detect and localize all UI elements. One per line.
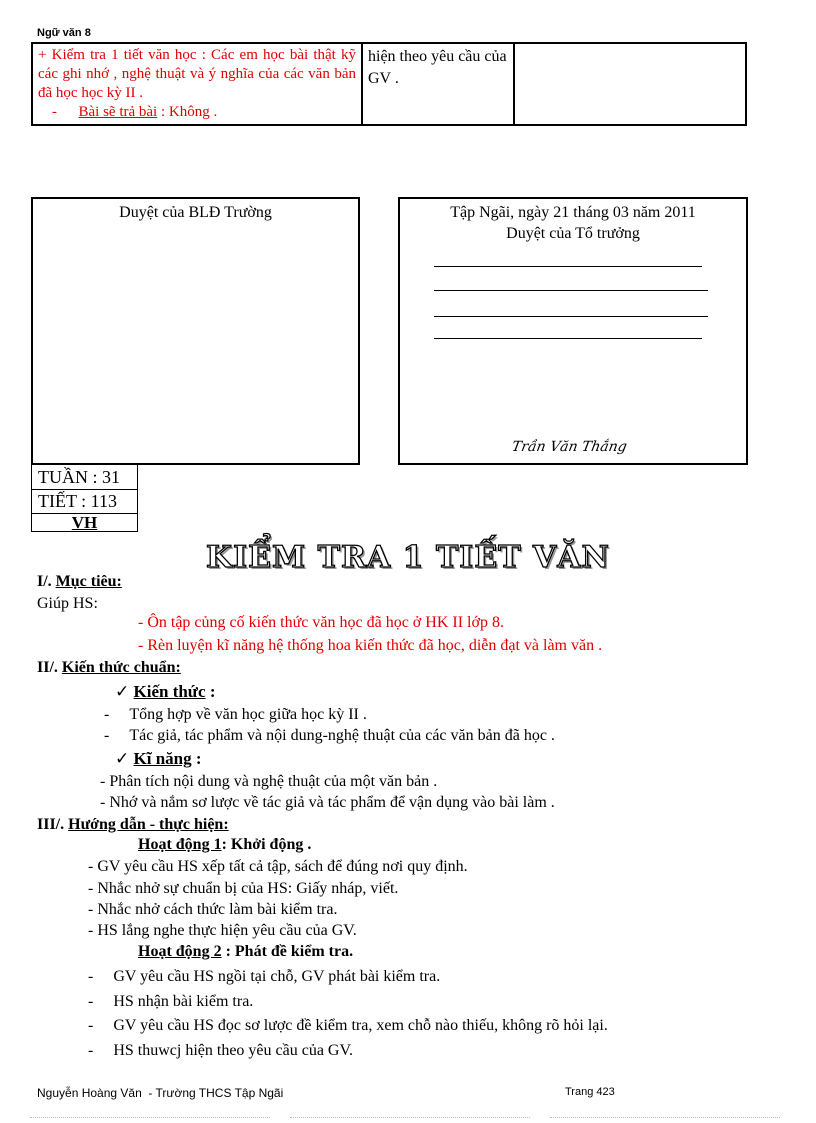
approval-date: Tập Ngãi, ngày 21 tháng 03 năm 2011 — [450, 204, 696, 221]
knowledge-item: - Tổng hợp về văn học giữa học kỳ II . — [104, 706, 367, 723]
approval-line — [434, 316, 708, 317]
subheading-label: Kĩ năng — [133, 749, 192, 768]
subheading-suffix: : — [191, 749, 202, 768]
return-note — [38, 103, 356, 122]
subject-code: VH — [71, 513, 98, 532]
homework-note: + Kiểm tra 1 tiết văn học : Các em học bài thật kỹ các ghi nhớ , nghệ thuật và ý nghĩa của các văn bản đã học học kỳ II . — [38, 47, 356, 101]
activity-item: - GV yêu cầu HS xếp tất cả tập, sách để đúng nơi quy định. — [88, 858, 468, 875]
section-title: Hướng dẫn - thực hiện: — [68, 816, 229, 833]
table-cell-content — [32, 43, 362, 125]
footer-rule — [550, 1117, 780, 1118]
footer-school: - Trường THCS Tập Ngãi — [148, 1086, 284, 1100]
activity-item: - HS thuwcj hiện theo yêu cầu của GV. — [88, 1042, 353, 1059]
knowledge-item: - Tác giả, tác phẩm và nội dung-nghệ thuật của các văn bản đã học . — [104, 727, 555, 744]
approval-box-head — [398, 197, 748, 465]
approval-head-title: Duyệt của Tổ trưởng — [506, 225, 640, 242]
page-title: KIỂM TRA 1 TIẾT VĂN — [206, 540, 610, 575]
skill-item: - Phân tích nội dung và nghệ thuật của một văn bản . — [100, 773, 438, 790]
footer-author: Nguyễn Hoàng Văn - Trường THCS Tập Ngãi — [37, 1086, 284, 1100]
signature: Trần Văn Thắng — [510, 439, 629, 455]
subheading-knowledge — [115, 682, 215, 702]
return-note-value: : Không . — [157, 104, 218, 120]
week-number: TUẦN : 31 — [38, 467, 120, 487]
dash-marker: - — [52, 104, 57, 120]
section-title: Mục tiêu: — [55, 573, 122, 590]
week-box — [31, 464, 138, 532]
approval-line — [434, 266, 702, 267]
activity-heading — [138, 836, 311, 854]
activity-item: - HS nhận bài kiểm tra. — [88, 993, 254, 1010]
activity-title: : Phát đề kiểm tra. — [221, 943, 354, 960]
activity-item: - HS lắng nghe thực hiện yêu cầu của GV. — [88, 922, 357, 939]
footer-page: Trang 423 — [565, 1086, 615, 1098]
section-heading-knowledge — [37, 659, 181, 677]
approval-line — [434, 290, 708, 291]
activity-heading — [138, 943, 353, 961]
subheading-label: Kiến thức — [133, 682, 206, 701]
activity-item: - GV yêu cầu HS ngồi tại chỗ, GV phát bài kiểm tra. — [88, 968, 441, 985]
return-note-label: Bài sẽ trả bài — [78, 104, 158, 120]
table-cell-activity: hiện theo yêu cầu của GV . — [362, 43, 514, 125]
subheading-suffix: : — [205, 682, 216, 701]
footer-rule — [30, 1117, 270, 1118]
skill-item: - Nhớ và nắm sơ lược về tác giả và tác phẩm để vận dụng vào bài làm . — [100, 794, 555, 811]
activity-item: - Nhắc nhở sự chuẩn bị của HS: Giấy nháp, viết. — [88, 880, 399, 897]
subject-header: Ngữ văn 8 — [37, 27, 91, 39]
section-number: III/. — [37, 816, 65, 833]
section-title: Kiến thức chuẩn: — [61, 659, 181, 676]
table-cell-empty — [514, 43, 746, 125]
activity-item: - Nhắc nhở cách thức làm bài kiểm tra. — [88, 901, 338, 918]
section-heading-objectives — [37, 573, 122, 591]
objective-item: - Rèn luyện kĩ năng hệ thống hoa kiến thức đã học, diễn đạt và làm văn . — [138, 637, 603, 654]
objective-item: - Ôn tập củng cố kiến thức văn học đã học ở HK II lớp 8. — [138, 614, 504, 631]
approval-school-title: Duyệt của BLĐ Trường — [119, 204, 272, 221]
footer-rule — [290, 1117, 530, 1118]
section-heading-procedure — [37, 816, 229, 834]
objectives-intro: Giúp HS: — [37, 595, 98, 612]
activity-label: Hoạt động 1 — [138, 836, 222, 853]
approval-box-school — [31, 197, 360, 465]
section-number: II/. — [37, 659, 58, 676]
lesson-number: TIẾT : 113 — [38, 491, 117, 511]
activity-label: Hoạt động 2 — [138, 943, 222, 960]
check-icon: ✓ — [115, 749, 130, 769]
check-icon: ✓ — [115, 682, 130, 702]
activity-item: - GV yêu cầu HS đọc sơ lược đề kiểm tra, xem chỗ nào thiếu, không rõ hỏi lại. — [88, 1017, 608, 1034]
subheading-skills — [115, 749, 202, 769]
activity-title: : Khởi động . — [221, 836, 312, 853]
carryover-table — [31, 42, 747, 126]
approval-line — [434, 338, 702, 339]
section-number: I/. — [37, 573, 52, 590]
